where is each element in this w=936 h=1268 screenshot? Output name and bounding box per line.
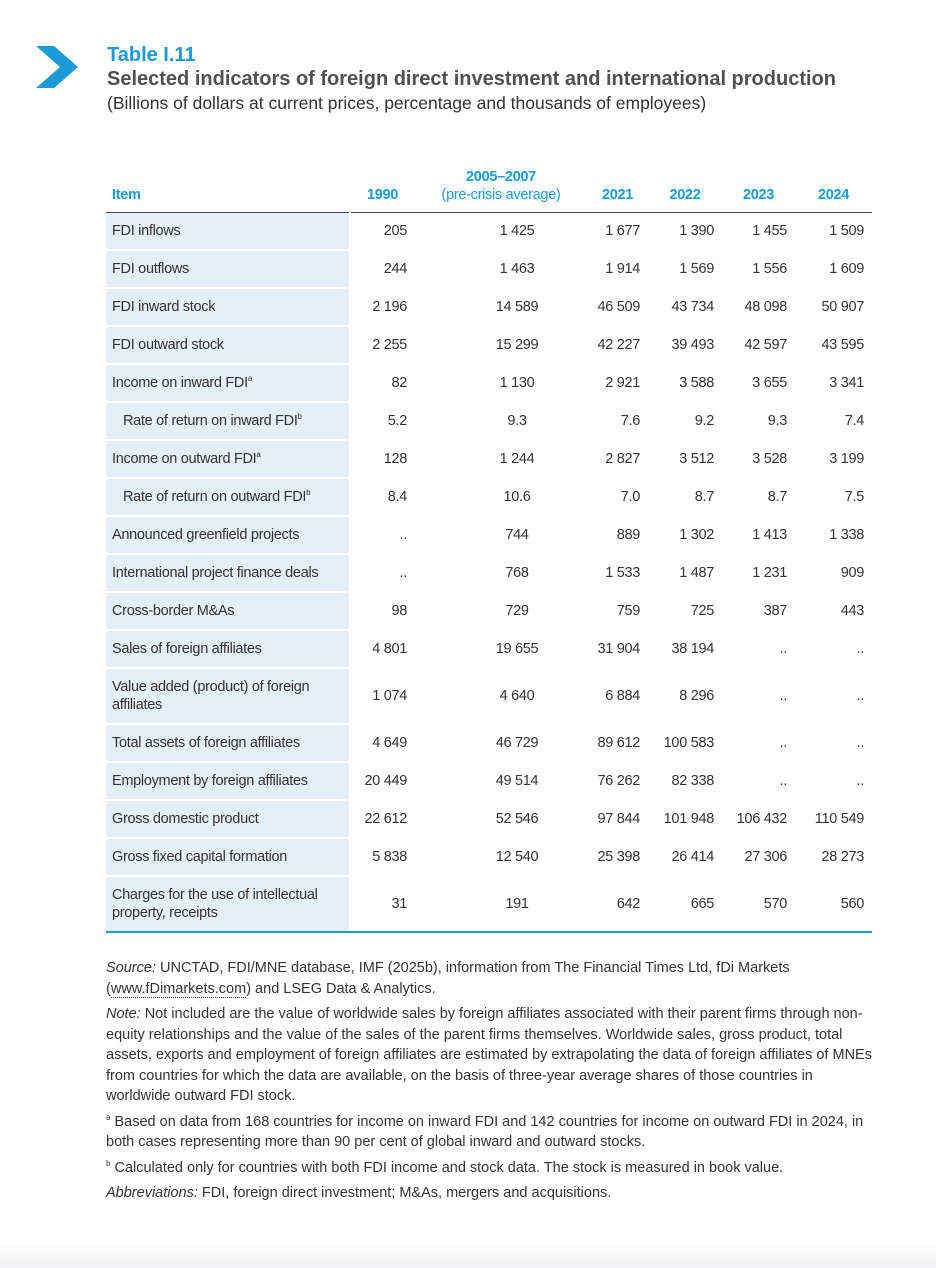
table-header [107,44,887,114]
cell-2023: .. [722,668,795,724]
cell-1990: 2 255 [350,326,415,364]
row-label-text: Cross-border M&As [112,603,235,619]
table-subtitle: (Billions of dollars at current prices, percentage and thousands of employees) [107,93,707,113]
cell-2005-2007: 4 640 [415,668,587,724]
cell-2024: 1 338 [795,516,872,554]
cell-1990: 31 [350,876,415,932]
cell-2021: 1 677 [587,213,648,251]
row-label [106,516,350,554]
cell-2022: 1 487 [648,554,722,592]
footnote-b [106,1158,876,1179]
cell-2005-2007: 729 [415,592,587,630]
cell-2023: 1 455 [722,213,795,251]
cell-1990: 8.4 [350,478,415,516]
abbreviations-note [106,1183,876,1204]
footnote-marker: a [256,450,261,459]
cell-2005-2007: 744 [415,516,587,554]
row-label [106,876,350,932]
cell-2023: 387 [722,592,795,630]
row-label [106,364,350,402]
cell-2024: 1 509 [795,213,872,251]
table-row [106,326,872,364]
cell-2023: .. [722,630,795,668]
table-row [106,724,872,762]
fdimarkets-link[interactable]: www.fDimarkets.com [110,980,247,997]
cell-2022: 1 390 [648,213,722,251]
cell-2022: 38 194 [648,630,722,668]
cell-2022: 100 583 [648,724,722,762]
col-header-item: Item [106,168,350,213]
note-text: Not included are the value of worldwide sales by foreign affiliates associated with their parent firms through non-equity relationships and the value of the sales of the parent firms themselves. Worldwide sales, gross product, total assets, exports and employment of foreign affiliates are estimated by extrapolating the data of foreign affiliates of MNEs from countries for which the data are available, on the basis of three-year average shares of those countries in worldwide outward FDI stock. [106,1006,872,1104]
cell-1990: .. [350,516,415,554]
row-label [106,762,350,800]
cell-2021: 46 509 [587,288,648,326]
cell-2005-2007: 1 463 [415,250,587,288]
cell-2021: 889 [587,516,648,554]
row-label-text: Charges for the use of intellectual property, receipts [112,887,318,921]
cell-2021: 1 914 [587,250,648,288]
row-label-text: Sales of foreign affiliates [112,641,262,657]
footnote-b-text: Calculated only for countries with both FDI income and stock data. The stock is measured in book value. [110,1159,784,1176]
source-label: Source: [106,960,156,976]
page-bottom-shade [0,1238,936,1268]
cell-2024: .. [795,724,872,762]
footnote-marker: b [306,488,311,497]
row-label [106,326,350,364]
col-header-2021: 2021 [587,168,648,213]
cell-2023: 9.3 [722,402,795,440]
table-row [106,800,872,838]
cell-2005-2007: 14 589 [415,288,587,326]
cell-2024: 7.4 [795,402,872,440]
row-label [106,554,350,592]
row-label-text: FDI outflows [112,261,189,277]
table-row [106,668,872,724]
cell-2021: 1 533 [587,554,648,592]
table-row [106,402,872,440]
table-header-row [106,168,872,213]
cell-2022: 43 734 [648,288,722,326]
col-header-2024: 2024 [795,168,872,213]
cell-2024: 110 549 [795,800,872,838]
row-label-text: Employment by foreign affiliates [112,773,308,789]
footnote-marker: b [297,412,302,421]
cell-2005-2007: 49 514 [415,762,587,800]
cell-2021: 7.0 [587,478,648,516]
cell-2021: 7.6 [587,402,648,440]
note-label: Note: [106,1006,141,1022]
row-label-text: Value added (product) of foreign affiliates [112,679,310,713]
table-row [106,630,872,668]
cell-2021: 89 612 [587,724,648,762]
cell-2024: 43 595 [795,326,872,364]
row-label [106,668,350,724]
cell-2024: 560 [795,876,872,932]
fdi-indicators-table [106,168,872,933]
row-label-text: Gross domestic product [112,811,259,827]
cell-2021: 25 398 [587,838,648,876]
footnote-a-mark: a [106,1112,111,1122]
cell-1990: 82 [350,364,415,402]
footnote-marker: a [247,374,252,383]
cell-1990: .. [350,554,415,592]
table-row [106,592,872,630]
cell-1990: 98 [350,592,415,630]
cell-2023: 42 597 [722,326,795,364]
footnote-b-mark: b [106,1158,111,1168]
cell-1990: 22 612 [350,800,415,838]
cell-2022: 82 338 [648,762,722,800]
cell-2022: 8 296 [648,668,722,724]
row-label [106,724,350,762]
cell-2021: 31 904 [587,630,648,668]
cell-2022: 1 302 [648,516,722,554]
cell-2022: 665 [648,876,722,932]
cell-2022: 3 588 [648,364,722,402]
cell-2021: 97 844 [587,800,648,838]
cell-1990: 244 [350,250,415,288]
cell-1990: 205 [350,213,415,251]
source-text-1: UNCTAD, FDI/MNE database, IMF (2025b), information from The Financial Times Ltd, fDi Markets ( [106,960,790,997]
cell-2005-2007: 15 299 [415,326,587,364]
source-note [106,958,876,999]
cell-2023: .. [722,762,795,800]
cell-1990: 2 196 [350,288,415,326]
cell-2021: 76 262 [587,762,648,800]
row-label-text: Gross fixed capital formation [112,849,288,865]
cell-2021: 6 884 [587,668,648,724]
cell-2023: 1 556 [722,250,795,288]
table-row [106,440,872,478]
cell-2024: 7.5 [795,478,872,516]
cell-1990: 5 838 [350,838,415,876]
cell-2005-2007: 191 [415,876,587,932]
table-row [106,288,872,326]
row-label [106,592,350,630]
row-label [106,838,350,876]
cell-2023: 48 098 [722,288,795,326]
abbreviations-text: FDI, foreign direct investment; M&As, mergers and acquisitions. [197,1185,612,1201]
cell-2022: 101 948 [648,800,722,838]
cell-2023: 3 528 [722,440,795,478]
cell-2023: 8.7 [722,478,795,516]
cell-2022: 26 414 [648,838,722,876]
table-row [106,516,872,554]
row-label-text: Rate of return on outward FDI [123,489,307,505]
row-label [106,478,350,516]
table-row [106,876,872,932]
cell-2005-2007: 12 540 [415,838,587,876]
row-label-text: Total assets of foreign affiliates [112,735,300,751]
general-note [106,1004,876,1107]
row-label [106,288,350,326]
col-header-2022: 2022 [648,168,722,213]
cell-2005-2007: 9.3 [415,402,587,440]
cell-2024: 1 609 [795,250,872,288]
table-label: Table I.11 [107,44,196,66]
cell-2005-2007: 19 655 [415,630,587,668]
row-label-text: FDI inward stock [112,299,216,315]
footnote-a-text: Based on data from 168 countries for income on inward FDI and 142 countries for income on outward FDI in 2024, in both cases representing more than 90 per cent of global inward and outward stocks. [106,1113,864,1150]
cell-2024: .. [795,630,872,668]
row-label [106,440,350,478]
cell-2024: 443 [795,592,872,630]
cell-2024: .. [795,762,872,800]
cell-2022: 725 [648,592,722,630]
row-label [106,402,350,440]
table-row [106,213,872,251]
cell-2024: 50 907 [795,288,872,326]
table-row [106,554,872,592]
cell-2024: 3 341 [795,364,872,402]
cell-2021: 2 921 [587,364,648,402]
cell-2005-2007: 768 [415,554,587,592]
table-row [106,250,872,288]
table-row [106,838,872,876]
source-text-2: ) and LSEG Data & Analytics. [246,980,436,997]
cell-2023: .. [722,724,795,762]
table-title: Selected indicators of foreign direct investment and international production [107,68,836,90]
cell-2021: 642 [587,876,648,932]
row-label-text: Announced greenfield projects [112,527,300,543]
cell-2022: 39 493 [648,326,722,364]
table-row [106,478,872,516]
col-header-2005-2007-note: (pre-crisis average) [441,187,561,203]
cell-2005-2007: 1 425 [415,213,587,251]
cell-2022: 3 512 [648,440,722,478]
cell-2021: 759 [587,592,648,630]
cell-1990: 5.2 [350,402,415,440]
row-label [106,250,350,288]
cell-2023: 570 [722,876,795,932]
cell-1990: 1 074 [350,668,415,724]
row-label [106,630,350,668]
cell-2023: 106 432 [722,800,795,838]
row-label-text: FDI outward stock [112,337,224,353]
abbreviations-label: Abbreviations: [106,1185,198,1201]
col-header-2005-2007 [415,168,587,213]
cell-2022: 8.7 [648,478,722,516]
row-label-text: Income on inward FDI [112,375,248,391]
col-header-1990: 1990 [350,168,415,213]
row-label-text: Income on outward FDI [112,451,257,467]
cell-2005-2007: 46 729 [415,724,587,762]
row-label [106,213,350,251]
table-row [106,762,872,800]
row-label-text: International project finance deals [112,565,319,581]
cell-2021: 2 827 [587,440,648,478]
cell-2024: 28 273 [795,838,872,876]
cell-2023: 3 655 [722,364,795,402]
cell-2021: 42 227 [587,326,648,364]
row-label [106,800,350,838]
cell-2024: 3 199 [795,440,872,478]
col-header-2005-2007-years: 2005–2007 [466,169,536,185]
cell-2024: 909 [795,554,872,592]
cell-1990: 128 [350,440,415,478]
row-label-text: Rate of return on inward FDI [123,413,298,429]
table-row [106,364,872,402]
footnote-a [106,1112,876,1153]
cell-2005-2007: 1 244 [415,440,587,478]
cell-2023: 27 306 [722,838,795,876]
cell-2022: 1 569 [648,250,722,288]
cell-2005-2007: 10.6 [415,478,587,516]
cell-2024: .. [795,668,872,724]
cell-1990: 4 649 [350,724,415,762]
cell-1990: 20 449 [350,762,415,800]
cell-2022: 9.2 [648,402,722,440]
cell-2005-2007: 52 546 [415,800,587,838]
chevron-right-icon [36,46,78,88]
table-notes [106,958,876,1209]
cell-2023: 1 413 [722,516,795,554]
cell-1990: 4 801 [350,630,415,668]
cell-2005-2007: 1 130 [415,364,587,402]
col-header-2023: 2023 [722,168,795,213]
cell-2023: 1 231 [722,554,795,592]
row-label-text: FDI inflows [112,223,181,239]
